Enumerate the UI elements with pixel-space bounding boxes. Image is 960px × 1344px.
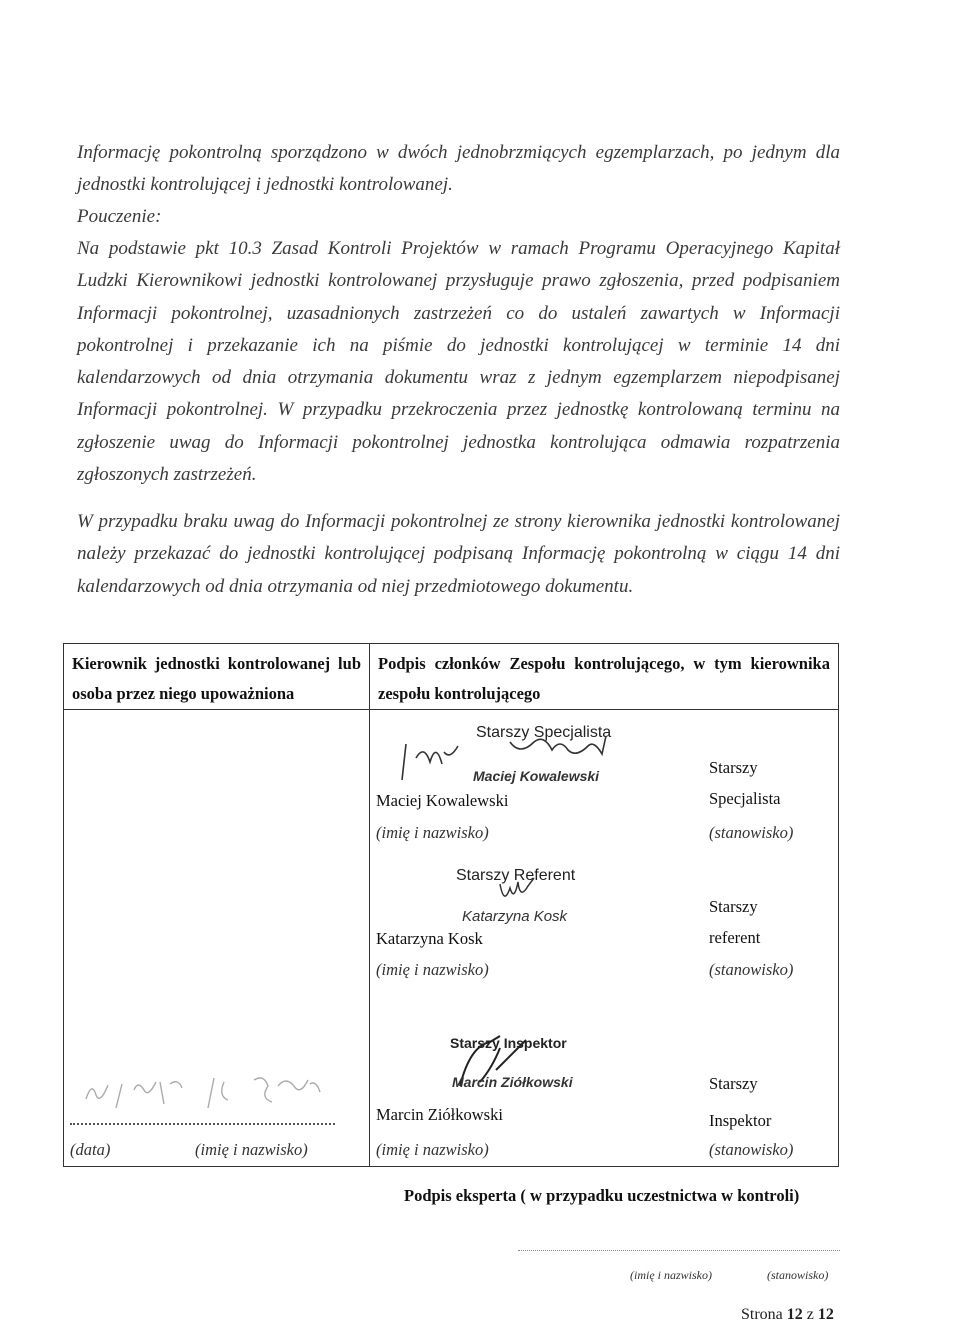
paragraph-instruction-heading: Pouczenie:: [77, 206, 162, 227]
stamp-name-1: Maciej Kowalewski: [473, 768, 600, 784]
position-caption-2: (stanowisko): [709, 960, 794, 979]
member-position-3a: Starszy: [709, 1074, 758, 1093]
kierownik-signature-cell: [64, 710, 370, 1167]
position-caption-3: (stanowisko): [709, 1140, 794, 1159]
member-name-2: Katarzyna Kosk: [376, 929, 483, 948]
header-zespol: Podpis członków Zespołu kontrolującego, w tym kierownika zespołu kontrolującego: [370, 644, 839, 710]
page-number: [741, 1306, 834, 1324]
expert-signature-dotted-line: [518, 1244, 840, 1251]
stamp-name-3: Marcin Ziółkowski: [452, 1074, 573, 1090]
paragraph-objection-rules: Na podstawie pkt 10.3 Zasad Kontroli Projektów w ramach Programu Operacyjnego Kapitał Ludzki Kierownikowi jednostki kontrolowanej przysługuje prawo zgłoszenia, przed podpisaniem Informacji pokontrolnej, uzasadnionych zastrzeżeń co do ustaleń zawartych w Informacji pokontrolnej i przekazanie ich na piśmie do jednostki kontrolującej w terminie 14 dni kalendarzowych od dnia otrzymania dokumentu wraz z jednym egzemplarzem niepodpisanej Informacji pokontrolnej. W przypadku przekroczenia przez jednostkę kontrolowaną terminu na zgłoszenie uwag do Informacji pokontrolnej jednostka kontrolująca odmawia rozpatrzenia zgłoszonych zastrzeżeń.: [77, 238, 840, 486]
name-caption-left: (imię i nazwisko): [195, 1140, 308, 1159]
position-caption-1: (stanowisko): [709, 823, 794, 842]
member-position-1a: Starszy: [709, 758, 758, 777]
paragraph-no-objection-rules: W przypadku braku uwag do Informacji pokontrolnej ze strony kierownika jednostki kontrolowanej należy przekazać do jednostki kontrolującej podpisaną Informację pokontrolną w ciągu 14 dni kalendarzowych od dnia otrzymania od niej przedmiotowego dokumentu.: [77, 511, 840, 597]
member-position-2b: referent: [709, 928, 761, 947]
expert-name-caption: (imię i nazwisko): [630, 1268, 712, 1282]
stamp-title-3: Starszy Inspektor: [450, 1035, 567, 1051]
expert-signature-title: Podpis eksperta ( w przypadku uczestnictwa w kontroli): [404, 1186, 800, 1205]
date-signature-dotted-line: [70, 1123, 335, 1125]
handwritten-date-signature: [64, 1064, 370, 1124]
member-position-3b: Inspektor: [709, 1111, 772, 1130]
page-total: 12: [817, 1306, 834, 1323]
name-caption-2: (imię i nazwisko): [376, 960, 489, 979]
expert-position-caption: (stanowisko): [767, 1268, 829, 1282]
name-caption-3: (imię i nazwisko): [376, 1140, 489, 1159]
stamp-title-1: Starszy Specjalista: [476, 724, 612, 741]
signature-table: [63, 643, 839, 1167]
paragraph-copies-note: Informację pokontrolną sporządzono w dwóch jednobrzmiących egzemplarzach, po jednym dla jednostki kontrolującej i jednostki kontrolowanej.: [77, 142, 840, 196]
page-current: 12: [786, 1306, 803, 1323]
stamp-title-2: Starszy Referent: [456, 867, 576, 884]
team-signatures-cell: [370, 710, 839, 1167]
member-name-3: Marcin Ziółkowski: [376, 1105, 503, 1124]
member-position-1b: Specjalista: [709, 789, 781, 808]
name-caption-1: (imię i nazwisko): [376, 823, 489, 842]
page-separator: z: [806, 1306, 814, 1323]
stamp-name-2: Katarzyna Kosk: [462, 908, 568, 925]
date-caption: (data): [70, 1140, 111, 1159]
member-name-1: Maciej Kowalewski: [376, 791, 509, 810]
member-position-2a: Starszy: [709, 897, 758, 916]
page-prefix: Strona: [741, 1306, 783, 1323]
header-kierownik: Kierownik jednostki kontrolowanej lub osoba przez niego upoważniona: [64, 644, 370, 710]
